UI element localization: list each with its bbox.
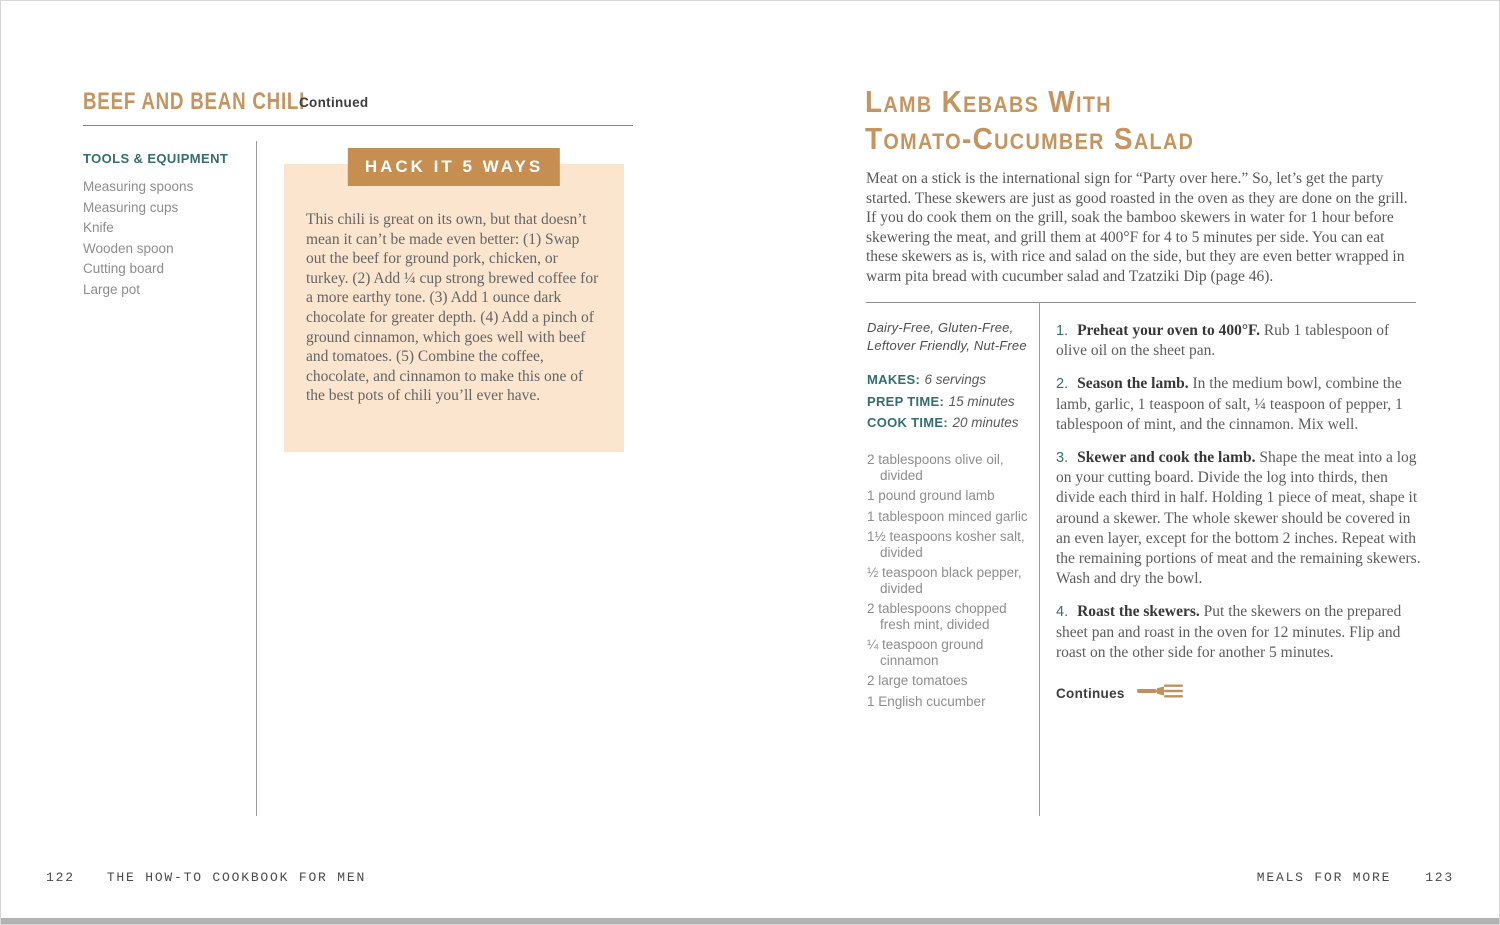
ingredient-item: 1 tablespoon minced garlic [867, 508, 1028, 524]
step-lead: Roast the skewers. [1077, 603, 1200, 621]
step-text: Put the skewers on the prepared sheet pan and roast in the oven for 12 minutes. Flip and roast on the other side for another 5 minutes. [1056, 603, 1402, 661]
meta-label: COOK TIME: [867, 415, 948, 430]
step-item [1056, 602, 1421, 663]
continues-label: Continues [1056, 686, 1125, 701]
step-number: 2. [1056, 376, 1069, 393]
step-lead: Preheat your oven to 400°F. [1077, 322, 1260, 339]
left-title-rule [83, 125, 633, 126]
step-lead: Season the lamb. [1077, 375, 1189, 393]
meta-value: 15 minutes [948, 393, 1015, 409]
ingredient-item: 1 pound ground lamb [867, 488, 995, 503]
tool-item: Wooden spoon [83, 240, 174, 256]
right-column-divider [1039, 302, 1040, 816]
hack-box [284, 157, 624, 452]
step-number: 3. [1056, 450, 1069, 467]
left-page-number: 122 [46, 870, 75, 885]
ingredients-list [867, 452, 1037, 714]
meta-value: 20 minutes [952, 415, 1019, 430]
meta-rows [867, 369, 1033, 434]
recipe-intro: Meat on a stick is the international sign for “Party over here.” So, let’s get the party started. These skewers are just as good roasted in the oven as they are done on the grill. If you do cook them on the grill, soak the bamboo skewers in water for 1 hour before skewering the meat, and grill them at 400°F for 4 to 5 minutes per side. You can eat these skewers as is, with rice and salad on the side, but they are even better wrapped in warm pita bread with cucumber salad and Tzatziki Dip (page 46). [866, 170, 1408, 285]
meta-value: 6 servings [924, 372, 987, 387]
right-footer-title: MEALS FOR MORE [1256, 870, 1392, 885]
step-number: 4. [1056, 604, 1069, 621]
step-text: In the medium bowl, combine the lamb, garlic, 1 teaspoon of salt, ¼ teaspoon of pepper, 1 tablespoon of mint, and the cinnamon. Mix well. [1056, 375, 1403, 433]
tool-item: Knife [83, 220, 114, 235]
ingredient-item: 1½ teaspoons kosher salt, divided [867, 529, 1025, 560]
fork-icon [1137, 684, 1183, 703]
meta-row [867, 391, 1033, 413]
footer-right [1257, 870, 1454, 885]
hack-box-text: This chili is great on its own, but that doesn’t mean it can’t be made even better: (1) Swap out the beef for ground pork, chicken, or turkey. (2) Add ¼ cup strong brewed coffee for a more earthy tone. (3) Add 1 ounce dark chocolate for greater depth. (4) Add a pinch of ground cinnamon, which goes well with beef and tomatoes. (5) Combine the coffee, chocolate, and cinnamon to make this one of the best pots of chili you’ll ever have. [306, 211, 599, 405]
tool-item: Large pot [83, 281, 141, 297]
step-text: Shape the meat into a log on your cutting board. Divide the log into thirds, then divide each third in half. Holding 1 piece of meat, shape it around a skewer. The whole skewer should be covered in an even layer, except for the bottom 2 inches. Repeat with the remaining portions of meat and the remaining skewers. Wash and dry the bowl. [1056, 449, 1421, 588]
tool-item: Cutting board [83, 261, 165, 276]
right-section-rule [866, 302, 1416, 303]
meta-label: PREP TIME: [867, 393, 945, 409]
step-lead: Skewer and cook the lamb. [1077, 449, 1256, 467]
ingredient-item: 2 large tomatoes [867, 673, 968, 688]
right-recipe-title-line2: Tomato-Cucumber Salad [865, 121, 1195, 156]
step-item [1056, 448, 1421, 589]
tool-item: Measuring cups [83, 199, 179, 215]
meta-row [867, 369, 1033, 391]
ingredient-item: 2 tablespoons chopped fresh mint, divided [867, 601, 1007, 632]
scan-bottom-edge [1, 918, 1499, 924]
steps-list [1056, 321, 1421, 676]
tools-equipment-section [83, 151, 243, 303]
left-footer-title: THE HOW-TO COOKBOOK FOR MEN [106, 870, 367, 885]
recipe-meta [867, 319, 1033, 434]
step-item [1056, 321, 1421, 361]
step-text: Rub 1 tablespoon of olive oil on the sheet pan. [1056, 322, 1390, 360]
right-page-number: 123 [1425, 870, 1454, 885]
tools-list [83, 180, 243, 296]
dietary-tags: Dairy-Free, Gluten-Free, Leftover Friendly, Nut-Free [867, 320, 1027, 353]
ingredient-item: ½ teaspoon black pepper, divided [867, 565, 1022, 596]
right-recipe-title [865, 83, 1194, 157]
tool-item: Measuring spoons [83, 179, 194, 194]
ingredient-item: 2 tablespoons olive oil, divided [867, 452, 1004, 483]
ingredient-item: ¼ teaspoon ground cinnamon [867, 637, 984, 668]
tools-equipment-heading: TOOLS & EQUIPMENT [83, 151, 229, 166]
right-recipe-title-line1: Lamb Kebabs With [865, 84, 1112, 119]
meta-label: MAKES: [867, 372, 921, 387]
hack-box-label: HACK IT 5 WAYS [348, 148, 560, 186]
footer-left [46, 870, 366, 885]
ingredient-item: 1 English cucumber [867, 693, 986, 709]
left-recipe-title: BEEF AND BEAN CHILI [83, 88, 306, 115]
continued-label: Continued [299, 95, 369, 110]
left-column-divider [256, 141, 257, 816]
step-number: 1. [1056, 323, 1069, 339]
continues-row [1056, 684, 1183, 703]
meta-row [867, 412, 1033, 434]
step-item [1056, 374, 1421, 435]
